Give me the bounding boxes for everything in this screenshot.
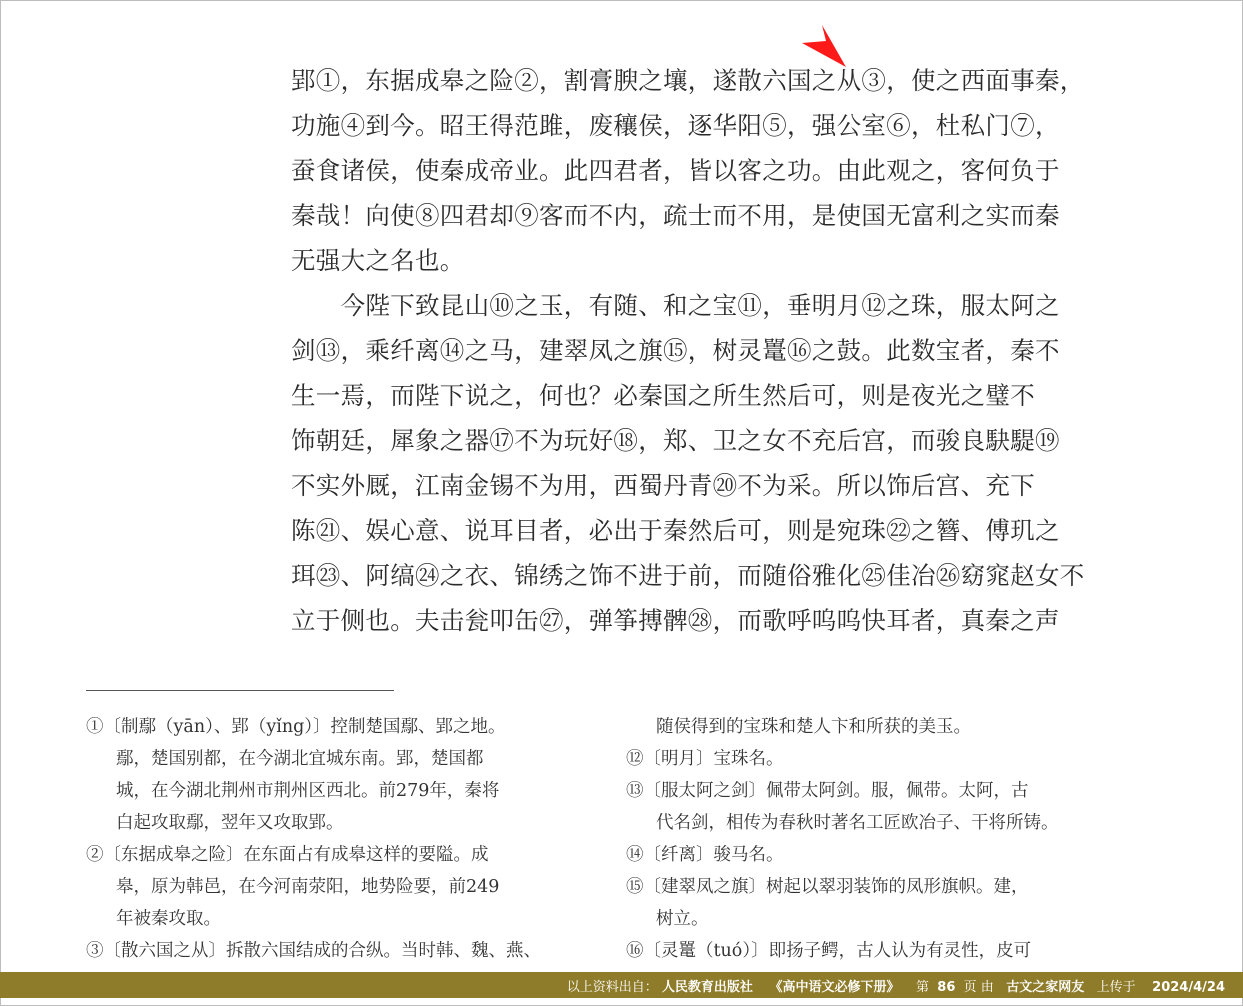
text-line: 蚕食诸侯，使秦成帝业。此四君者，皆以客之功。由此观之，客何负于 — [291, 156, 1060, 185]
footnote-line: ③〔散六国之从〕拆散六国结成的合纵。当时韩、魏、燕、 — [86, 941, 541, 961]
text-line: 功施④到今。昭王得范雎，废穰侯，逐华阳⑤，强公室⑥，杜私门⑦， — [291, 111, 1060, 140]
main-text — [291, 58, 1087, 643]
text-line: 珥㉓、阿缟㉔之衣、锦绣之饰不进于前，而随俗雅化㉕佳冶㉖窈窕赵女不 — [291, 561, 1085, 590]
footer-page-post: 页 由 — [963, 980, 994, 995]
footnote-line: ⑫〔明月〕宝珠名。 — [626, 749, 784, 769]
footnotes-left — [86, 711, 566, 967]
footnote-line: ⑯〔灵鼍（tuó）〕即扬子鳄，古人认为有灵性，皮可 — [626, 941, 1032, 961]
footnote-line: 代名剑，相传为春秋时著名工匠欧冶子、干将所铸。 — [656, 813, 1059, 833]
footer-date: 2024/4/24 — [1152, 980, 1225, 995]
footnote-line: ①〔制鄢（yān）、郢（yǐng）〕控制楚国鄢、郢之地。 — [86, 717, 506, 737]
footer-page-pre: 第 — [916, 980, 930, 995]
footnote-line: ⑮〔建翠凤之旗〕树起以翠羽装饰的凤形旗帜。建， — [626, 877, 1029, 897]
footnote-line: 城，在今湖北荆州市荆州区西北。前279年，秦将 — [116, 781, 500, 801]
footnote-line: 年被秦攻取。 — [116, 909, 221, 929]
footnote-line: 树立。 — [656, 909, 709, 929]
footer-upload-label: 上传于 — [1096, 980, 1136, 995]
source-footer-text — [567, 976, 1225, 995]
text-line: 无强大之名也。 — [291, 246, 465, 275]
footnote-line: ⑭〔纤离〕骏马名。 — [626, 845, 784, 865]
footnote-line: 皋，原为韩邑，在今河南荥阳，地势险要，前249 — [116, 877, 500, 897]
pointer-arrow-icon — [800, 25, 850, 70]
footnote-line: 白起攻取鄢，翌年又攻取郢。 — [116, 813, 344, 833]
text-line: 饰朝廷，犀象之器⑰不为玩好⑱，郑、卫之女不充后宫，而骏良駃騠⑲ — [291, 426, 1060, 455]
text-line: 秦哉！向使⑧四君却⑨客而不内，疏士而不用，是使国无富利之实而秦 — [291, 201, 1060, 230]
text-line: 立于侧也。夫击瓮叩缶㉗，弹筝搏髀㉘，而歌呼呜呜快耳者，真秦之声 — [291, 606, 1060, 635]
text-line: 郢①，东据成皋之险②，割膏腴之壤，遂散六国之从③，使之西面事秦， — [291, 66, 1085, 95]
text-line: 不实外厩，江南金锡不为用，西蜀丹青⑳不为采。所以饰后宫、充下 — [291, 471, 1035, 500]
footer-publisher: 人民教育出版社 — [661, 980, 753, 995]
source-footer-bar — [0, 972, 1243, 998]
footer-page-number: 86 — [937, 980, 956, 995]
text-line: 生一焉，而陛下说之，何也？必秦国之所生然后可，则是夜光之璧不 — [291, 381, 1035, 410]
text-line: 陈㉑、娱心意、说耳目者，必出于秦然后可，则是宛珠㉒之簪、傅玑之 — [291, 516, 1060, 545]
footnote-line: ②〔东据成皋之险〕在东面占有成皋这样的要隘。成 — [86, 845, 489, 865]
footnote-line: ⑬〔服太阿之剑〕佩带太阿剑。服，佩带。太阿，古 — [626, 781, 1029, 801]
footnotes-right — [626, 711, 1106, 967]
footer-uploader: 古文之家网友 — [1006, 980, 1085, 995]
footer-book: 《高中语文必修下册》 — [769, 980, 900, 995]
footnote-divider — [86, 690, 394, 691]
footer-prefix: 以上资料出自： — [566, 980, 658, 995]
text-line: 今陛下致昆山⑩之玉，有随、和之宝⑪，垂明月⑫之珠，服太阿之 — [291, 291, 1060, 320]
text-line: 剑⑬，乘纤离⑭之马，建翠凤之旗⑮，树灵鼍⑯之鼓。此数宝者，秦不 — [291, 336, 1060, 365]
footnote-line: 鄢，楚国别都，在今湖北宜城东南。郢，楚国都 — [116, 749, 484, 769]
footnote-line: 随侯得到的宝珠和楚人卞和所获的美玉。 — [656, 717, 971, 737]
